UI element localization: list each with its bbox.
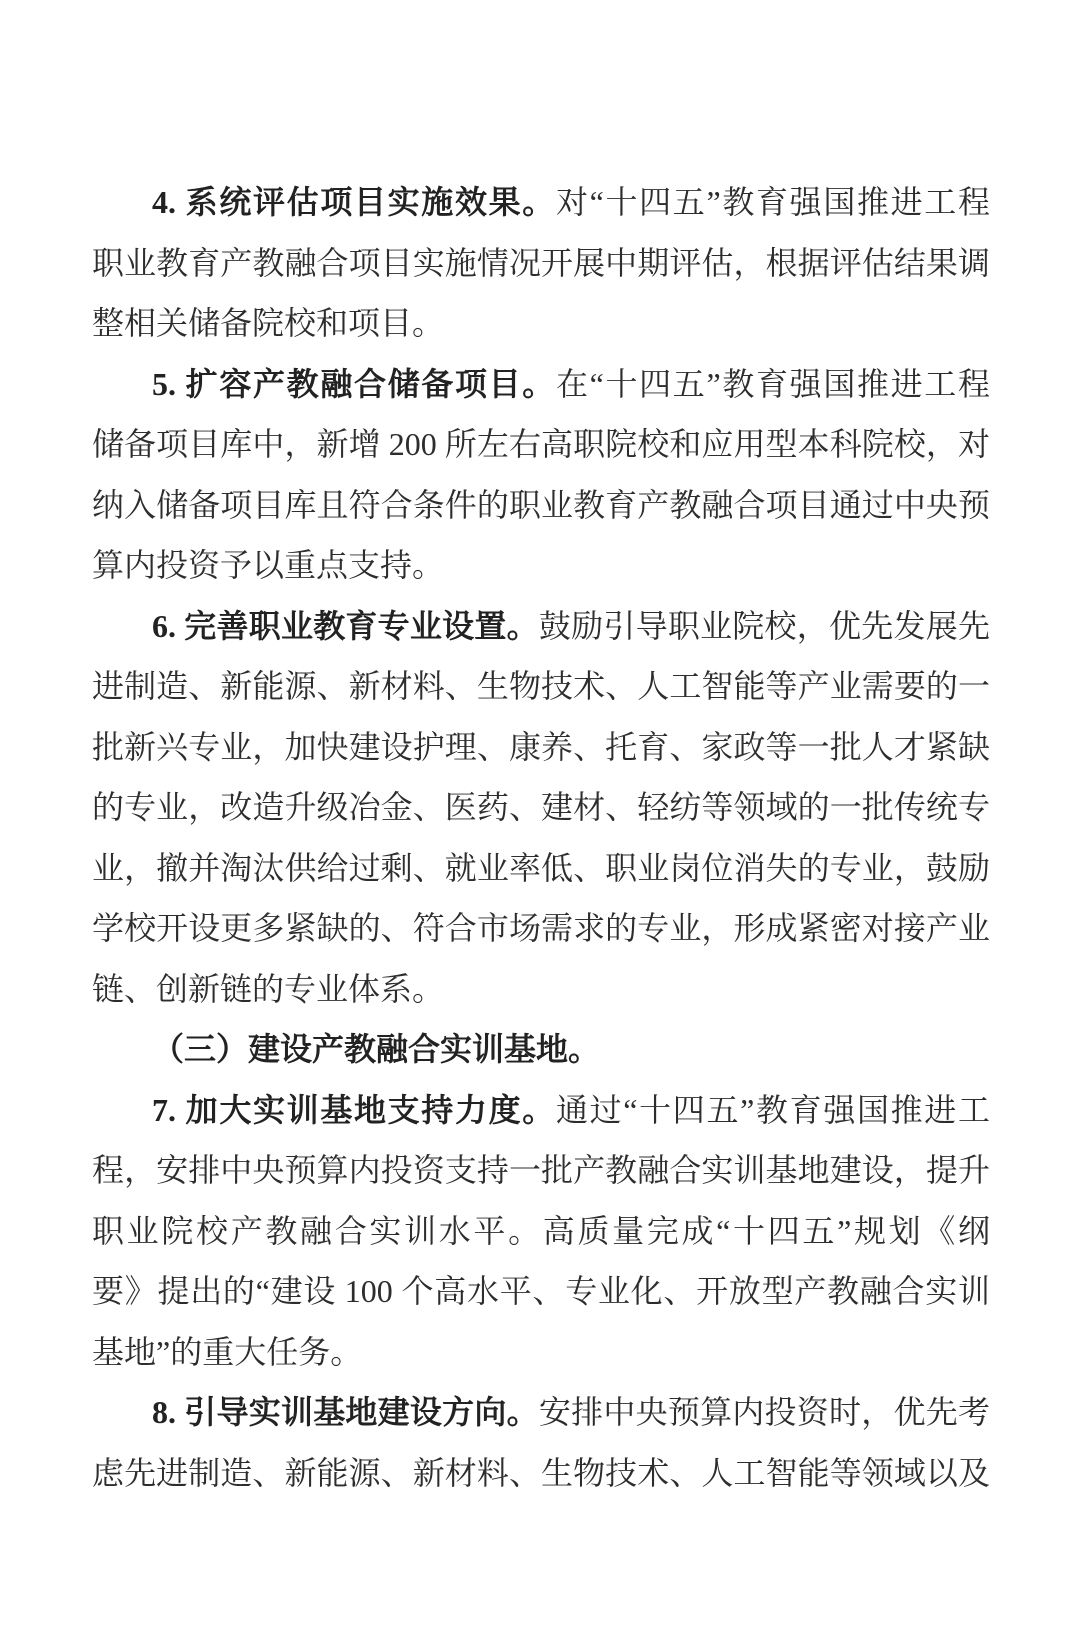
- text-line: [92, 354, 990, 415]
- text-line: [92, 414, 990, 475]
- text-line: [92, 1382, 990, 1443]
- body-text: 基地”的重大任务。: [92, 1333, 363, 1370]
- text-line: [92, 717, 990, 778]
- text-line: [92, 535, 990, 596]
- document-page: [92, 172, 990, 1503]
- body-text: 程，安排中央预算内投资支持一批产教融合实训基地建设，提升: [92, 1152, 990, 1188]
- body-text: 纳入储备项目库且符合条件的职业教育产教融合项目通过中央预: [92, 486, 990, 523]
- text-line: [92, 172, 990, 233]
- body-text: 链、创新链的专业体系。: [92, 970, 445, 1007]
- text-line: [92, 233, 990, 294]
- body-text: 整相关储备院校和项目。: [92, 305, 445, 341]
- text-line: [92, 777, 990, 838]
- body-text: 储备项目库中，新增 200 所左右高职院校和应用型本科院校，对: [92, 426, 990, 462]
- bold-lead-text: 4. 系统评估项目实施效果。: [152, 184, 556, 220]
- text-line: [92, 1322, 990, 1383]
- body-text: 对“十四五”教育强国推进工程: [555, 184, 990, 220]
- body-text: 学校开设更多紧缺的、符合市场需求的专业，形成紧密对接产业: [92, 910, 990, 946]
- body-text: 职业院校产教融合实训水平。高质量完成“十四五”规划《纲: [92, 1212, 990, 1249]
- text-line: [92, 1080, 990, 1141]
- text-line: [92, 898, 990, 959]
- text-line: [92, 1019, 990, 1080]
- body-text: 要》提出的“建设 100 个高水平、专业化、开放型产教融合实训: [92, 1273, 990, 1309]
- text-line: [92, 1443, 990, 1504]
- bold-lead-text: 6. 完善职业教育专业设置。: [152, 607, 539, 644]
- bold-lead-text: （三）建设产教融合实训基地。: [152, 1031, 601, 1067]
- body-text: 安排中央预算内投资时，优先考: [538, 1394, 990, 1430]
- body-text: 鼓励引导职业院校，优先发展先: [538, 607, 990, 644]
- bold-lead-text: 5. 扩容产教融合储备项目。: [152, 365, 556, 402]
- text-line: [92, 475, 990, 536]
- text-line: [92, 959, 990, 1020]
- body-text: 进制造、新能源、新材料、生物技术、人工智能等产业需要的一: [92, 668, 990, 704]
- text-line: [92, 656, 990, 717]
- bold-lead-text: 8. 引导实训基地建设方向。: [152, 1394, 539, 1430]
- body-text: 在“十四五”教育强国推进工程: [555, 365, 990, 402]
- body-text: 算内投资予以重点支持。: [92, 547, 445, 583]
- text-line: [92, 1140, 990, 1201]
- body-text: 职业教育产教融合项目实施情况开展中期评估，根据评估结果调: [92, 244, 990, 281]
- text-line: [92, 838, 990, 899]
- text-line: [92, 1201, 990, 1262]
- body-text: 业，撤并淘汰供给过剩、就业率低、职业岗位消失的专业，鼓励: [92, 849, 990, 886]
- body-text: 的专业，改造升级冶金、医药、建材、轻纺等领域的一批传统专: [92, 789, 990, 825]
- body-text: 通过“十四五”教育强国推进工: [555, 1091, 990, 1128]
- bold-lead-text: 7. 加大实训基地支持力度。: [152, 1091, 556, 1128]
- text-line: [92, 1261, 990, 1322]
- body-text: 虑先进制造、新能源、新材料、生物技术、人工智能等领域以及: [92, 1454, 990, 1491]
- text-line: [92, 596, 990, 657]
- text-line: [92, 293, 990, 354]
- body-text: 批新兴专业，加快建设护理、康养、托育、家政等一批人才紧缺: [92, 728, 990, 765]
